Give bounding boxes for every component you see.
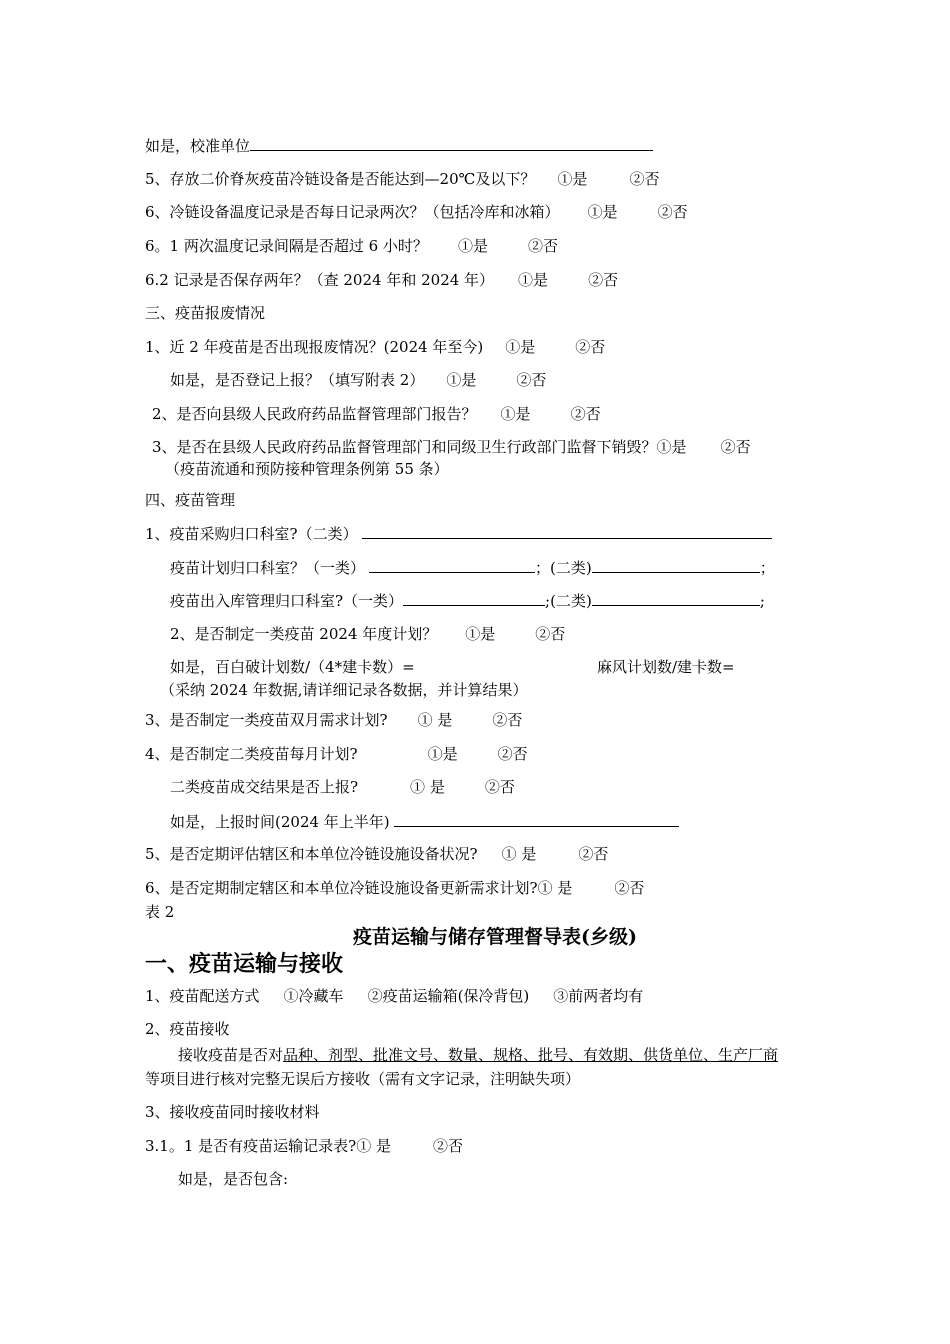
- s4q1b-line: 疫苗计划归口科室？（一类） ；(二类) ；: [170, 559, 775, 577]
- delivery-option-1[interactable]: ①冷藏车: [283, 987, 344, 1005]
- q61-yes[interactable]: ①是: [457, 237, 488, 255]
- t31-line: 3.1。1 是否有疫苗运输记录表?① 是 ②否: [145, 1137, 463, 1155]
- q6-line: 6、冷链设备温度记录是否每日记录两次？（包括冷库和冰箱） ①是 ②否: [145, 203, 688, 221]
- s4q6-line: 6、是否定期制定辖区和本单位冷链设施设备更新需求计划?① 是 ②否: [145, 879, 645, 897]
- s3q3-note: （疫苗流通和预防接种管理条例第 55 条）: [165, 460, 449, 478]
- s4q6-no[interactable]: ②否: [614, 879, 645, 897]
- s4q2-no[interactable]: ②否: [535, 625, 566, 643]
- plan-dept-class2-blank[interactable]: [592, 557, 760, 573]
- s3q3-line: 3、是否在县级人民政府药品监督管理部门和同级卫生行政部门监督下销毁？①是 ②否: [152, 438, 751, 456]
- t2b-line: 等项目进行核对完整无误后方接收（需有文字记录，注明缺失项）: [145, 1070, 581, 1088]
- s3q2-no[interactable]: ②否: [570, 405, 601, 423]
- s3q1-yes[interactable]: ①是: [505, 338, 536, 356]
- s4q5-no[interactable]: ②否: [578, 845, 609, 863]
- calibration-line: 如是，校准单位: [145, 135, 653, 156]
- storage-dept-class2-blank[interactable]: [592, 590, 760, 606]
- s4q2-yes[interactable]: ①是: [465, 625, 496, 643]
- section3-heading: 三、疫苗报废情况: [145, 304, 266, 322]
- s4q2-line: 2、是否制定一类疫苗 2024 年度计划？ ①是 ②否: [170, 625, 566, 643]
- s3q1-no[interactable]: ②否: [575, 338, 606, 356]
- s4q5-line: 5、是否定期评估辖区和本单位冷链设施设备状况? ① 是 ②否: [145, 845, 609, 863]
- s4q4-no[interactable]: ②否: [497, 745, 528, 763]
- t3-heading: 3、接收疫苗同时接收材料: [145, 1103, 320, 1121]
- delivery-option-2[interactable]: ②疫苗运输箱(保冷背包): [367, 987, 530, 1005]
- calibration-unit-blank[interactable]: [250, 135, 653, 151]
- s3q3-no[interactable]: ②否: [720, 438, 751, 456]
- s4q1-line: 1、疫苗采购归口科室?（二类）: [145, 523, 772, 544]
- section1-heading: 一、疫苗运输与接收: [145, 951, 344, 977]
- s4q2a-line: 如是，百白破计划数/（4*建卡数）=: [170, 658, 415, 676]
- t2a-line: 接收疫苗是否对品种、剂型、批准文号、数量、规格、批号、有效期、供货单位、生产厂商: [178, 1046, 779, 1064]
- report-time-blank[interactable]: [394, 811, 679, 827]
- q6-yes[interactable]: ①是: [587, 203, 618, 221]
- s4q3-no[interactable]: ②否: [492, 711, 523, 729]
- s4q4-line: 4、是否制定二类疫苗每月计划? ①是 ②否: [145, 745, 528, 763]
- s4q2-note: （采纳 2024 年数据,请详细记录各数据，并计算结果）: [160, 681, 528, 699]
- s4q1c-line: 疫苗出入库管理归口科室?（一类） ;(二类) ;: [170, 592, 765, 610]
- s3q1a-line: 如是，是否登记上报？（填写附表 2） ①是 ②否: [170, 371, 547, 389]
- storage-dept-class1-blank[interactable]: [403, 590, 545, 606]
- s3q2-line: 2、是否向县级人民政府药品监督管理部门报告？ ①是 ②否: [152, 405, 601, 423]
- q61-no[interactable]: ②否: [527, 237, 558, 255]
- table2-title: 疫苗运输与储存管理督导表(乡级): [353, 926, 637, 948]
- s4q4a-yes[interactable]: ① 是: [410, 778, 445, 796]
- delivery-option-3[interactable]: ③前两者均有: [553, 987, 644, 1005]
- s4q5-yes[interactable]: ① 是: [501, 845, 537, 863]
- t31-no[interactable]: ②否: [432, 1137, 463, 1155]
- s3q1a-yes[interactable]: ①是: [446, 371, 477, 389]
- table2-label: 表 2: [145, 903, 175, 921]
- s3q1a-no[interactable]: ②否: [516, 371, 547, 389]
- q5-no[interactable]: ②否: [629, 170, 660, 188]
- q5-line: 5、存放二价脊灰疫苗冷链设备是否能达到—20℃及以下？ ①是 ②否: [145, 170, 660, 188]
- s4q4b-line: 如是，上报时间(2024 年上半年): [170, 811, 679, 832]
- q61-line: 6。1 两次温度记录间隔是否超过 6 小时？ ①是 ②否: [145, 237, 558, 255]
- t1-line: 1、疫苗配送方式 ①冷藏车 ②疫苗运输箱(保冷背包) ③前两者均有: [145, 987, 644, 1005]
- s4q4a-line: 二类疫苗成交结果是否上报? ① 是 ②否: [170, 778, 515, 796]
- t31a-line: 如是，是否包含:: [178, 1170, 289, 1188]
- plan-dept-class1-blank[interactable]: [369, 557, 535, 573]
- q5-yes[interactable]: ①是: [557, 170, 588, 188]
- t2-heading: 2、疫苗接收: [145, 1020, 230, 1038]
- purchase-dept-blank[interactable]: [362, 523, 772, 539]
- section4-heading: 四、疫苗管理: [145, 491, 236, 509]
- s4q4a-no[interactable]: ②否: [484, 778, 515, 796]
- s4q3-yes[interactable]: ① 是: [417, 711, 453, 729]
- q62-no[interactable]: ②否: [588, 271, 619, 289]
- s4q3-line: 3、是否制定一类疫苗双月需求计划? ① 是 ②否: [145, 711, 523, 729]
- measles-ratio: 麻风计划数/建卡数=: [597, 658, 735, 676]
- q62-line: 6.2 记录是否保存两年？（查 2024 年和 2024 年） ①是 ②否: [145, 271, 619, 289]
- s3q2-yes[interactable]: ①是: [500, 405, 531, 423]
- q6-no[interactable]: ②否: [657, 203, 688, 221]
- q62-yes[interactable]: ①是: [518, 271, 549, 289]
- s4q4-yes[interactable]: ①是: [427, 745, 458, 763]
- s3q1-line: 1、近 2 年疫苗是否出现报废情况？(2024 年至今) ①是 ②否: [145, 338, 606, 356]
